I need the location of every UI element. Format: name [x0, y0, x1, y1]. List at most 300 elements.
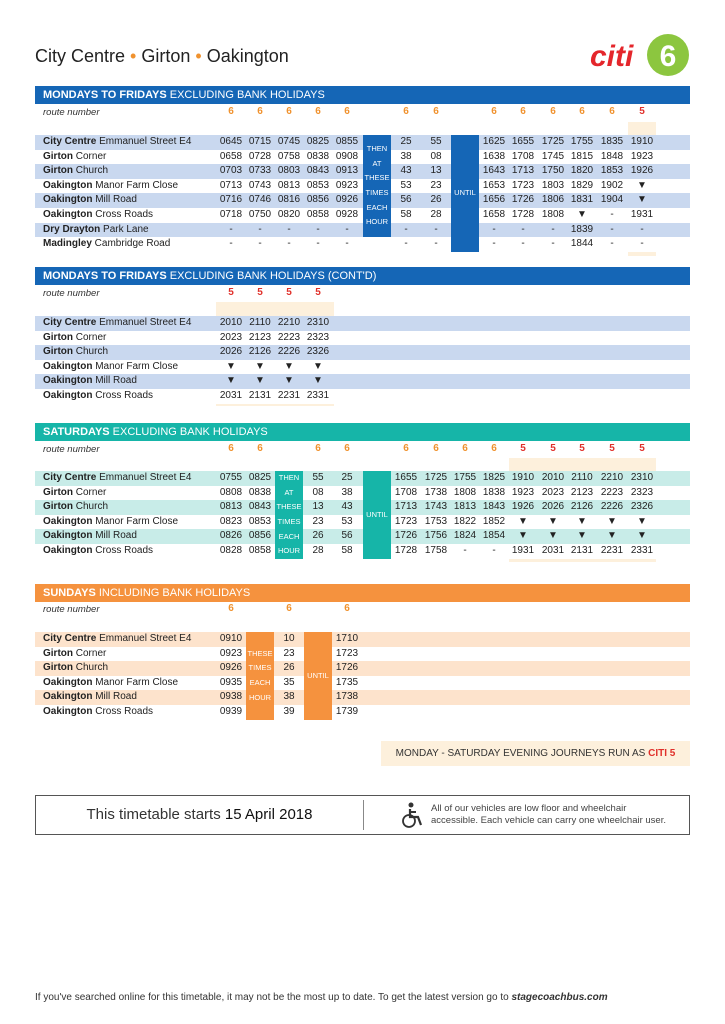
timetable-row [35, 360, 690, 375]
time-cell: 1815 [570, 150, 594, 162]
time-cell: ▼ [313, 360, 323, 372]
bar-word: UNTIL [366, 509, 388, 519]
time-cell: 1643 [482, 165, 506, 177]
stop-name [43, 515, 178, 530]
time-cell: ▼ [548, 515, 558, 527]
time-cell: 0838 [248, 486, 272, 498]
route-number: 5 [639, 106, 645, 117]
time-cell: 1653 [482, 179, 506, 191]
time-cell: 2331 [306, 390, 330, 401]
route-number-label: route number [43, 444, 100, 455]
time-cell: - [258, 238, 262, 250]
time-cell: ▼ [255, 360, 265, 372]
time-cell: 2226 [600, 501, 624, 513]
time-cell: 0820 [277, 209, 301, 220]
time-cell: ▼ [577, 530, 587, 542]
stop-name [43, 164, 108, 179]
time-cell: 1726 [511, 194, 535, 206]
route-number: 6 [315, 443, 321, 454]
time-cell: 1831 [570, 194, 594, 206]
time-cell: 1708 [394, 486, 418, 498]
citi6-logo [588, 32, 690, 78]
stop-name [43, 193, 137, 208]
mf-heading-rest: EXCLUDING BANK HOLIDAYS [166, 89, 325, 101]
stop-place: Emmanuel Street E4 [96, 472, 192, 483]
then-at-these-times-bar [275, 471, 303, 559]
stop-town: City Centre [43, 633, 97, 644]
time-cell: 0750 [248, 209, 272, 220]
bar-word: AT [372, 158, 382, 168]
time-cell: 0843 [306, 165, 330, 177]
route-number: 6 [579, 106, 585, 117]
route-number-label: route number [43, 604, 100, 615]
time-cell: 1726 [335, 662, 359, 674]
stop-place: Manor Farm Close [92, 676, 179, 688]
stop-name [43, 544, 153, 559]
time-cell: 1738 [335, 691, 359, 703]
route-number: 6 [228, 106, 234, 117]
time-cell: - [345, 238, 349, 250]
time-cell: 1923 [630, 150, 654, 162]
time-cell: 0853 [306, 179, 330, 191]
time-cell: 0856 [248, 530, 272, 542]
time-cell: 0715 [248, 136, 272, 147]
route-number: 6 [315, 106, 321, 117]
time-cell: 0745 [277, 136, 301, 147]
time-cell: ▼ [284, 360, 294, 372]
bar-word: UNTIL [454, 188, 476, 198]
bar-word: THEN [278, 473, 300, 483]
timetable-row [35, 331, 690, 346]
time-cell: 1758 [424, 545, 448, 556]
time-cell: 1926 [511, 501, 535, 513]
route-number: 6 [491, 106, 497, 117]
stop-name [43, 179, 178, 194]
route-number: 6 [403, 443, 409, 454]
bar-word: HOUR [277, 546, 301, 556]
timetable-row [35, 389, 690, 404]
route-number: 6 [344, 106, 350, 117]
stop-name [43, 647, 106, 662]
time-cell: 1926 [630, 165, 654, 177]
stop-town: Girton [43, 486, 73, 498]
time-cell: - [551, 223, 555, 235]
time-cell: 1931 [511, 545, 535, 556]
time-cell: 1726 [394, 530, 418, 542]
stop-town: Oakington [43, 676, 93, 688]
stop-name [43, 486, 106, 501]
time-cell: 39 [283, 706, 295, 717]
time-cell: 2310 [630, 472, 654, 483]
time-cell: 0843 [248, 501, 272, 513]
time-cell: 13 [430, 165, 442, 177]
time-cell: - [640, 223, 644, 235]
bar-word: TIMES [277, 517, 301, 526]
stop-name [43, 705, 153, 720]
divider [363, 800, 364, 830]
route-number: 6 [257, 443, 263, 454]
time-cell: 1723 [394, 515, 418, 527]
stop-place: Church [73, 662, 109, 674]
timetable-row [35, 690, 690, 705]
stop-name [43, 632, 191, 647]
time-cell: 35 [283, 676, 295, 688]
time-cell: 0758 [277, 150, 301, 162]
time-cell: 0923 [219, 647, 243, 659]
start-label: This timetable starts [86, 806, 221, 823]
time-cell: 0713 [219, 179, 243, 191]
time-cell: 2310 [306, 317, 330, 328]
time-cell: 2131 [248, 390, 272, 401]
accessibility-text: All of our vehicles are low floor and wheelchair accessible. Each vehicle can carry one wheelchair user. [431, 803, 666, 826]
time-cell: 2223 [600, 486, 624, 498]
stop-town: Girton [43, 501, 73, 513]
time-cell: 2031 [219, 390, 243, 401]
route-number: 5 [520, 443, 526, 454]
route-number: 6 [286, 106, 292, 117]
time-cell: 56 [341, 530, 353, 542]
time-cell: 0755 [219, 472, 243, 483]
timetable-row [35, 316, 690, 331]
time-cell: 1735 [335, 676, 359, 688]
time-cell: 2323 [306, 331, 330, 343]
sun-heading-bold: SUNDAYS [43, 587, 96, 599]
time-cell: 1738 [424, 486, 448, 498]
mf-heading [35, 86, 690, 104]
time-cell: - [492, 545, 496, 556]
stop-town: Oakington [43, 209, 93, 220]
time-cell: 1655 [394, 472, 418, 483]
stop-name [43, 360, 178, 375]
time-cell: - [434, 223, 438, 235]
time-cell: - [610, 209, 614, 220]
route-number: 5 [257, 287, 263, 298]
time-cell: 1728 [394, 545, 418, 556]
time-cell: 26 [312, 530, 324, 542]
time-cell: 0743 [248, 179, 272, 191]
stop-town: Girton [43, 331, 73, 343]
bar-word: THESE [247, 648, 273, 658]
timetable-row [35, 661, 690, 676]
title-oakington: Oakington [206, 46, 289, 66]
timetable-row [35, 374, 690, 389]
time-cell: - [521, 223, 525, 235]
time-cell: - [434, 238, 438, 250]
route-number: 5 [550, 443, 556, 454]
time-cell: 08 [430, 150, 442, 162]
time-cell: 1638 [482, 150, 506, 162]
bar-word: HOUR [365, 217, 389, 227]
time-cell: 0938 [219, 691, 243, 703]
time-cell: 0645 [219, 136, 243, 147]
stop-town: Oakington [43, 390, 93, 401]
time-cell: 2010 [541, 472, 565, 483]
stop-town: Oakington [43, 545, 93, 556]
time-cell: 0703 [219, 165, 243, 177]
sat-heading-rest: EXCLUDING BANK HOLIDAYS [109, 426, 268, 438]
time-cell: 0855 [335, 136, 359, 147]
time-cell: 0858 [248, 545, 272, 556]
stop-town: Girton [43, 346, 73, 358]
time-cell: 1838 [482, 486, 506, 498]
time-cell: 2223 [277, 331, 301, 343]
time-cell: - [492, 238, 496, 250]
time-cell: - [229, 238, 233, 250]
page-title [35, 46, 289, 67]
route-number: 6 [491, 443, 497, 454]
time-cell: 1753 [424, 515, 448, 527]
time-cell: 0825 [248, 472, 272, 483]
stop-place: Church [73, 501, 109, 513]
route-number: 6 [228, 443, 234, 454]
time-cell: 1808 [453, 486, 477, 498]
route-number: 5 [286, 287, 292, 298]
stop-town: Dry Drayton [43, 223, 101, 235]
time-cell: ▼ [518, 530, 528, 542]
route-number: 5 [315, 287, 321, 298]
stop-name [43, 500, 108, 515]
time-cell: 1825 [482, 472, 506, 483]
title-separator: • [195, 46, 202, 66]
time-cell: 26 [430, 194, 442, 206]
time-cell: ▼ [577, 209, 587, 220]
time-cell: 0913 [335, 165, 359, 177]
bar-word: EACH [278, 531, 300, 541]
time-cell: 2231 [600, 545, 624, 556]
stop-town: City Centre [43, 472, 97, 483]
time-cell: 1658 [482, 209, 506, 220]
time-cell: 0838 [306, 150, 330, 162]
route-number-label: route number [43, 288, 100, 299]
stop-place: Corner [73, 486, 107, 498]
until-bar [304, 632, 332, 720]
time-cell: 1852 [482, 515, 506, 527]
stop-place: Corner [73, 331, 107, 343]
time-cell: 0858 [306, 209, 330, 220]
time-cell: ▼ [255, 375, 265, 387]
time-cell: 1822 [453, 515, 477, 527]
time-cell: 0939 [219, 706, 243, 717]
time-cell: 0825 [306, 136, 330, 147]
bar-word: THESE [276, 502, 302, 512]
time-cell: ▼ [637, 194, 647, 206]
time-cell: - [404, 238, 408, 250]
stagecoach-link[interactable]: stagecoachbus.com [511, 992, 608, 1003]
time-cell: 1743 [424, 501, 448, 513]
stop-name [43, 676, 178, 691]
route-number: 6 [609, 106, 615, 117]
stop-place: Mill Road [92, 691, 137, 703]
time-cell: ▼ [637, 530, 647, 542]
route-number: 6 [286, 603, 292, 614]
stop-place: Manor Farm Close [92, 515, 179, 527]
route-number: 6 [403, 106, 409, 117]
time-cell: 38 [341, 486, 353, 498]
time-cell: 2331 [630, 545, 654, 556]
time-cell: 0928 [335, 209, 359, 220]
mf2-heading-bold: MONDAYS TO FRIDAYS [43, 270, 167, 282]
time-cell: 0658 [219, 150, 243, 162]
time-cell: 23 [283, 647, 295, 659]
stop-town: Girton [43, 647, 73, 659]
stop-place: Park Lane [100, 223, 149, 235]
stop-name [43, 208, 153, 223]
time-cell: 25 [341, 472, 353, 483]
stop-place: Corner [73, 647, 107, 659]
time-cell: 2010 [219, 317, 243, 328]
stop-town: Oakington [43, 706, 93, 717]
time-cell: 1725 [424, 472, 448, 483]
time-cell: 13 [312, 501, 324, 513]
stop-place: Emmanuel Street E4 [96, 317, 192, 328]
time-cell: 1820 [570, 165, 594, 177]
time-cell: 2231 [277, 390, 301, 401]
title-city-centre: City Centre [35, 46, 126, 66]
time-cell: 43 [341, 501, 353, 513]
time-cell: 0826 [219, 530, 243, 542]
bar-word: HOUR [248, 692, 272, 702]
time-cell: - [287, 223, 291, 235]
time-cell: 0716 [219, 194, 243, 206]
route-number: 6 [462, 443, 468, 454]
footer-text: If you've searched online for this timetable, it may not be the most up to date. To get the latest version go to [35, 992, 509, 1003]
time-cell: ▼ [518, 515, 528, 527]
time-cell: 2023 [219, 331, 243, 343]
stop-name [43, 331, 106, 346]
stop-town: Oakington [43, 194, 93, 206]
stop-town: Oakington [43, 179, 93, 191]
time-cell: ▼ [226, 360, 236, 372]
time-cell: 1844 [570, 238, 594, 250]
time-cell: 1739 [335, 706, 359, 717]
time-cell: 0813 [277, 179, 301, 191]
stop-name [43, 389, 153, 404]
stop-place: Manor Farm Close [92, 360, 179, 372]
time-cell: - [492, 223, 496, 235]
time-cell: 1843 [482, 501, 506, 513]
time-cell: 1725 [541, 136, 565, 147]
time-cell: - [521, 238, 525, 250]
stop-place: Mill Road [92, 530, 137, 542]
bar-word: TIMES [365, 188, 389, 197]
svg-text:6: 6 [659, 40, 677, 73]
stop-town: Oakington [43, 691, 93, 703]
time-cell: 2326 [306, 346, 330, 358]
stop-name [43, 374, 137, 389]
timetable-row [35, 345, 690, 360]
time-cell: 2123 [248, 331, 272, 343]
stop-name [43, 237, 170, 252]
stop-place: Emmanuel Street E4 [96, 136, 192, 147]
bar-word: TIMES [248, 663, 272, 673]
timetable-start-box [35, 795, 690, 835]
time-cell: 2210 [277, 317, 301, 328]
time-cell: - [551, 238, 555, 250]
time-cell: 58 [341, 545, 353, 556]
time-cell: 1708 [511, 150, 535, 162]
time-cell: 1839 [570, 223, 594, 235]
time-cell: 2323 [630, 486, 654, 498]
stop-name [43, 345, 108, 360]
stop-town: Oakington [43, 360, 93, 372]
mf2-heading [35, 267, 690, 285]
wheelchair-icon [399, 802, 425, 830]
stop-name [43, 316, 191, 331]
start-date-text [36, 796, 363, 834]
time-cell: 2326 [630, 501, 654, 513]
time-cell: 53 [400, 179, 412, 191]
stop-town: Girton [43, 662, 73, 674]
evening-note-route: CITI 5 [648, 748, 676, 759]
time-cell: 1806 [541, 194, 565, 206]
time-cell: 0816 [277, 194, 301, 206]
stop-town: Oakington [43, 530, 93, 542]
timetable-row [35, 676, 690, 691]
time-cell: ▼ [313, 375, 323, 387]
time-cell: 1713 [511, 165, 535, 177]
bar-word: UNTIL [307, 670, 329, 680]
stop-place: Cross Roads [92, 390, 154, 401]
stop-place: Emmanuel Street E4 [96, 633, 192, 644]
time-cell: 0856 [306, 194, 330, 206]
stop-town: Oakington [43, 375, 93, 387]
evening-note [381, 741, 690, 766]
stop-place: Corner [73, 150, 107, 162]
time-cell: 2210 [600, 472, 624, 483]
time-cell: 1656 [482, 194, 506, 206]
time-cell: - [229, 223, 233, 235]
time-cell: 1755 [570, 136, 594, 147]
bar-word: EACH [249, 678, 271, 687]
time-cell: 0908 [335, 150, 359, 162]
time-cell: 10 [283, 633, 295, 644]
stop-place: Manor Farm Close [92, 179, 179, 191]
time-cell: 2031 [541, 545, 565, 556]
route-number: 6 [433, 443, 439, 454]
stop-name [43, 690, 137, 705]
time-cell: 38 [400, 150, 412, 162]
time-cell: 1931 [630, 209, 654, 220]
sun-heading-rest: INCLUDING BANK HOLIDAYS [95, 587, 251, 599]
time-cell: 1803 [541, 179, 565, 191]
start-date: 15 April 2018 [224, 806, 313, 823]
time-cell: - [610, 238, 614, 250]
time-cell: 2226 [277, 346, 301, 358]
time-cell: ▼ [607, 530, 617, 542]
time-cell: 0923 [335, 179, 359, 191]
stop-name [43, 529, 137, 544]
stop-place: Cross Roads [92, 545, 154, 556]
time-cell: 1829 [570, 179, 594, 191]
time-cell: 1824 [453, 530, 477, 542]
route-number: 5 [639, 443, 645, 454]
time-cell: 0910 [219, 633, 243, 644]
time-cell: - [316, 223, 320, 235]
time-cell: ▼ [637, 515, 647, 527]
time-cell: ▼ [548, 530, 558, 542]
time-cell: 53 [341, 515, 353, 527]
route-number: 6 [257, 106, 263, 117]
until-bar [451, 135, 479, 252]
bar-word: EACH [366, 202, 388, 212]
time-cell: 55 [430, 136, 442, 147]
time-cell: 2026 [219, 346, 243, 358]
svg-text:citi: citi [590, 40, 634, 73]
timetable-row [35, 705, 690, 720]
title-girton: Girton [141, 46, 191, 66]
time-cell: 1853 [600, 165, 624, 177]
evening-note-text: MONDAY - SATURDAY EVENING JOURNEYS RUN AS [395, 748, 646, 759]
